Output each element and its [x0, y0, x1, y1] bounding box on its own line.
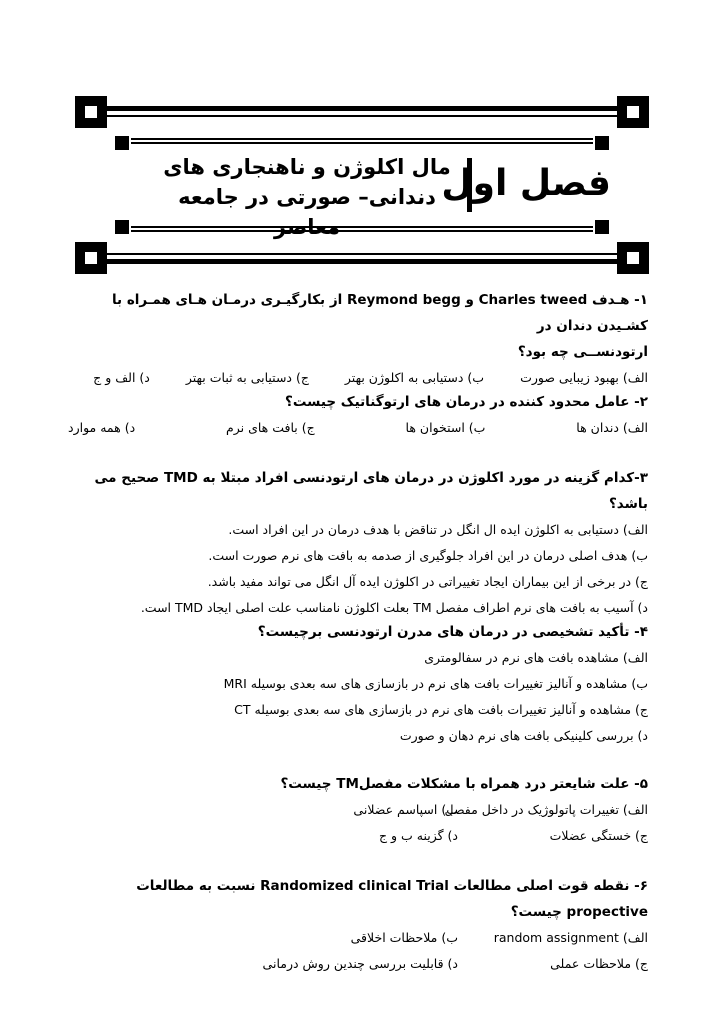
question-3: [68, 465, 648, 621]
option: ب) ملاحظات اخلاقی: [350, 930, 458, 945]
question-title: ۶- نقطه قوت اصلی مطالعات Randomized clinical Trial نسبت به مطالعات propective چیست؟: [136, 878, 648, 920]
square-ornament: [595, 136, 609, 150]
options-row: [68, 365, 648, 391]
chapter-subtitle-line: دندانی– صورتی در جامعه معاصر: [178, 185, 436, 239]
options-row: [68, 797, 648, 823]
option: ج) در برخی از این بیماران ایجاد تغییراتی در اکلوژن ایده آل انگل می تواند مفید باشد.: [207, 574, 648, 589]
question-title: ۳-کدام گزینه در مورد اکلوژن در درمان های ارتودنسی افراد مبتلا به TMD صحیح می باشد؟: [94, 470, 648, 512]
option: د) بررسی کلینیکی بافت های نرم دهان و صورت: [399, 728, 648, 743]
option: ج) دستیابی به ثبات بهتر: [185, 370, 309, 385]
option: ج) مشاهده و آنالیز تغییرات بافت های نرم در بازسازی های سه بعدی بوسیله CT: [234, 702, 648, 717]
divider-line: [107, 259, 617, 264]
question-5: [68, 771, 648, 849]
divider-line: [131, 138, 593, 140]
question-1: [68, 287, 648, 391]
question-title: ۱- هـدف Charles tweed و Reymond begg از بکارگیـری درمـان هـای همـراه با کشـیدن دندان در: [111, 292, 648, 334]
chapter-title: فصل اول: [441, 163, 611, 204]
corner-ornament: [617, 242, 649, 274]
option: د) گزینه ب و ج: [378, 828, 458, 843]
question-title: ۴- تأکید تشخیصی در درمان های مدرن ارتودنسی برچیست؟: [257, 624, 648, 640]
corner-ornament: [617, 96, 649, 128]
options-row: [68, 951, 648, 977]
option: الف) دندان ها: [576, 420, 648, 435]
divider-line: [107, 253, 617, 255]
divider-line: [131, 142, 593, 144]
options-row: [68, 415, 648, 441]
option: ب) اسپاسم عضلانی: [353, 802, 458, 817]
question-title: ۲- عامل محدود کننده در درمان های ارتوگناتیک چیست؟: [284, 394, 648, 410]
option: د) قابلیت بررسی چندین روش درمانی: [262, 956, 458, 971]
question-title: ۵- علت شایعتر درد همراه با مشکلات مفصلTM چیست؟: [280, 776, 648, 792]
option: ج) خستگی عضلات: [549, 828, 648, 843]
option: الف) تغییرات پاتولوژیک در داخل مفصل: [444, 802, 648, 817]
chapter-subtitle-line: مال اکلوژن و ناهنجاری های: [163, 155, 451, 179]
option: ب) هدف اصلی درمان در این افراد جلوگیری از صدمه به بافت های نرم صورت است.: [208, 548, 648, 563]
options-row: [68, 823, 648, 849]
option: الف) دستیابی به اکلوژن ایده ال انگل در تناقض با هدف درمان در این افراد است.: [228, 522, 648, 537]
square-ornament: [115, 220, 129, 234]
square-ornament: [595, 220, 609, 234]
chapter-subtitle: [157, 152, 457, 242]
option: الف) random assignment: [493, 930, 648, 945]
options-row: [68, 925, 648, 951]
option: ب) استخوان ها: [405, 420, 486, 435]
question-4: [68, 619, 648, 749]
option: د) الف و ج: [93, 370, 150, 385]
option: ج) بافت های نرم: [226, 420, 315, 435]
question-6: [68, 873, 648, 977]
divider-line: [107, 106, 617, 111]
question-2: [68, 389, 648, 441]
option: ج) ملاحظات عملی: [550, 956, 648, 971]
corner-ornament: [75, 96, 107, 128]
option: الف) مشاهده بافت های نرم در سفالومتری: [424, 650, 648, 665]
corner-ornament: [75, 242, 107, 274]
square-ornament: [115, 136, 129, 150]
option: الف) بهبود زیبایی صورت: [520, 370, 648, 385]
chapter-header: [75, 96, 649, 274]
divider-line: [107, 115, 617, 117]
option: ب) مشاهده و آنالیز تغییرات بافت های نرم در بازسازی های سه بعدی بوسیله MRI: [223, 676, 648, 691]
option: د) آسیب به بافت های نرم اطراف مفصل TM بعلت اکلوژن نامناسب علت اصلی ایجاد TMD است.: [140, 600, 648, 615]
option: ب) دستیابی به اکلوژن بهتر: [344, 370, 485, 385]
question-title: ارتودنســی چه بود؟: [517, 344, 648, 360]
option: د) همه موارد: [68, 420, 136, 435]
